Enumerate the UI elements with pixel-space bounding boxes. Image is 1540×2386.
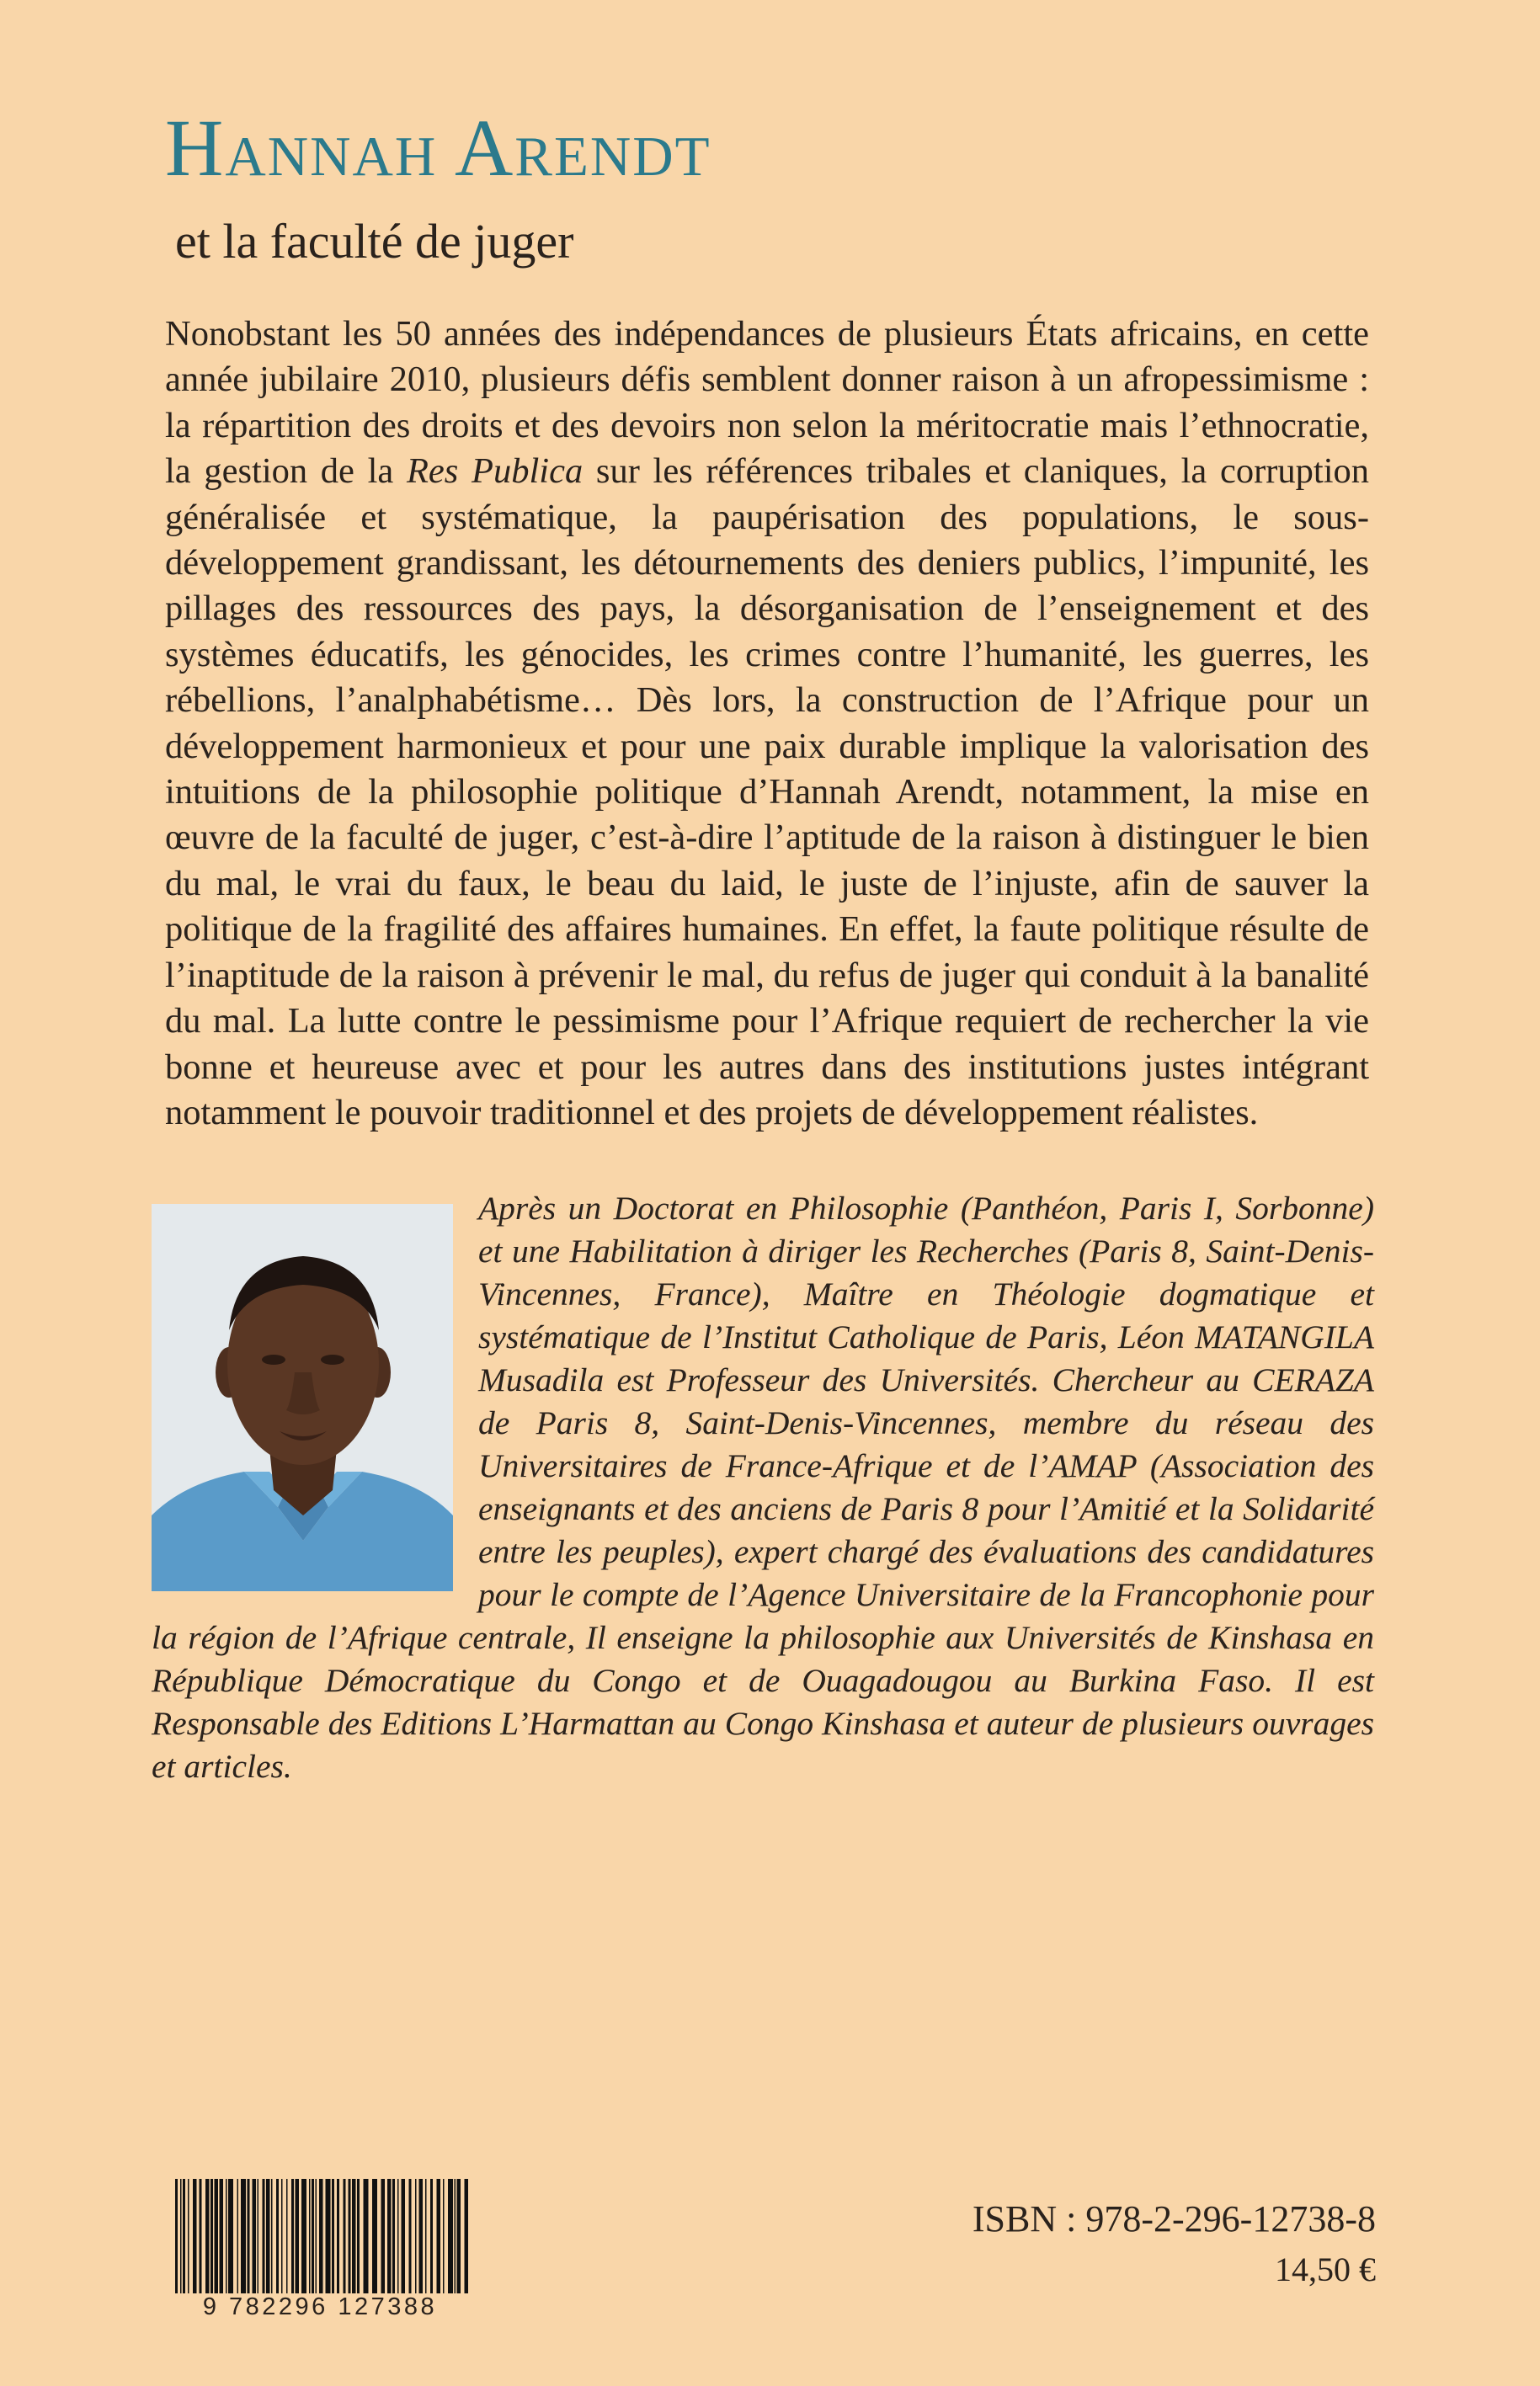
barcode-bar [266, 2179, 270, 2297]
barcode-bar [258, 2179, 259, 2297]
barcode-bar [205, 2179, 210, 2297]
barcode-bar [419, 2179, 424, 2297]
barcode-bar [349, 2179, 351, 2297]
barcode-bar [241, 2179, 246, 2297]
barcode-bar [397, 2179, 399, 2297]
barcode-bar [253, 2179, 257, 2297]
price: 14,50 € [1275, 2250, 1376, 2288]
barcode-bar [364, 2179, 369, 2297]
barcode-bar [263, 2179, 265, 2297]
barcode-bar [381, 2179, 386, 2297]
barcode-bar [301, 2179, 306, 2297]
barcode-bar [332, 2179, 334, 2297]
book-title: Hannah Arendt [165, 103, 711, 193]
barcode-bar [448, 2179, 453, 2297]
barcode-bar [296, 2179, 300, 2297]
summary-italic-term: Res Publica [406, 451, 583, 492]
barcode-bar [237, 2179, 239, 2297]
barcode-bar [210, 2179, 213, 2297]
barcode-bar [425, 2179, 427, 2297]
barcode-bar [193, 2179, 197, 2297]
barcode-bar [443, 2179, 445, 2297]
barcode-bar [357, 2179, 360, 2297]
photo-text-wrap-spacer [152, 1187, 478, 1600]
barcode-bar [309, 2179, 311, 2297]
barcode-bar [276, 2179, 279, 2297]
barcode-bar [352, 2179, 356, 2297]
barcode-bar [415, 2179, 417, 2297]
barcode-bar [281, 2179, 283, 2297]
barcode-bar [430, 2179, 433, 2297]
barcode-bar [291, 2179, 294, 2297]
book-summary [165, 312, 1369, 1136]
barcode-bar [402, 2179, 406, 2297]
barcode-bar [455, 2179, 456, 2297]
barcode-bar [220, 2179, 224, 2297]
barcode-bar [437, 2179, 441, 2297]
barcode-bar [372, 2179, 377, 2297]
barcode-bar [188, 2179, 189, 2297]
barcode-bar [200, 2179, 202, 2297]
isbn: ISBN : 978-2-296-12738-8 [972, 2198, 1376, 2240]
barcode-bar [248, 2179, 250, 2297]
barcode-bar [286, 2179, 288, 2297]
book-subtitle: et la faculté de juger [175, 214, 574, 269]
barcode-bar [226, 2179, 227, 2297]
barcode-bar [228, 2179, 233, 2297]
summary-text-start: Nonobstant les 50 années des indépendances de plusieurs États africains, en cette année jubilaire 2010, plusieurs défis semblent donner raison à un afropessimisme : la répartition des droits et des devoirs non selon la méritocratie mais l’ethnocratie, la gestion de la [165, 314, 1369, 492]
barcode-bar [215, 2179, 219, 2297]
author-bio-text: Après un Doctorat en Philosophie (Panthéon, Paris I, Sorbonne) et une Habilitation à diriger les Recherches (Paris 8, Saint-Denis-Vincennes, France), Maître en Théologie dogmatique et systématique de l’Institut Catholique de Paris, Léon MATANGILA Musadila est Professeur des Universités. Chercheur au CERAZA de Paris 8, Saint-Denis-Vincennes, membre du réseau des Universitaires de France-Afrique et de l’AMAP (Association des enseignants et des anciens de Paris 8 pour l’Amitié et la Solidarité entre les peuples), expert chargé des évaluations des candidatures pour le compte de l’Agence Universitaire de la Francophonie pour la région de l’Afrique centrale, Il enseigne la philosophie aux Universités de Kinshasa en République Démocratique du Congo et de Ouagadougou au Burkina Faso. Il est Responsable des Editions L’Harmattan au Congo Kinshasa et auteur de plusieurs ouvrages et articles. [152, 1190, 1374, 1785]
barcode-bar [344, 2179, 346, 2297]
barcode-bar [392, 2179, 395, 2297]
barcode-number: 9 782296 127388 [158, 2293, 482, 2321]
barcode-bar [271, 2179, 273, 2297]
barcode-bar [409, 2179, 412, 2297]
barcode-bar [337, 2179, 339, 2297]
summary-text-end: sur les références tribales et claniques, la corruption généralisée et systématique, la paupérisation des populations, le sous-développement grandissant, les détournements des deniers publics, l’impunité, les pillages des ressources des pays, la désorganisation de l’enseignement et des systèmes éducatifs, les génocides, les crimes contre l’humanité, les guerres, les rébellions, l’analphabétisme… Dès lors, la construction de l’Afrique pour un développement harmonieux et pour une paix durable implique la valorisation des intuitions de la philosophie politique d’Hannah Arendt, notamment, la mise en œuvre de la faculté de juger, c’est-à-dire l’aptitude de la raison à distinguer le bien du mal, le vrai du faux, le beau du laid, le juste de l’injuste, afin de sauver la politique de la fragilité des affaires humaines. En effet, la faute politique résulte de l’inaptitude de la raison à prévenir le mal, du refus de juger qui conduit à la banalité du mal. La lutte contre le pessimisme pour l’Afrique requiert de rechercher la vie bonne et heureuse avec et pour les autres dans des institutions justes intégrant notamment le pouvoir traditionnel et des projets de développement réalistes. [165, 451, 1369, 1132]
barcode-bar [387, 2179, 392, 2297]
barcode-bar [312, 2179, 314, 2297]
author-biography [152, 1187, 1374, 1788]
